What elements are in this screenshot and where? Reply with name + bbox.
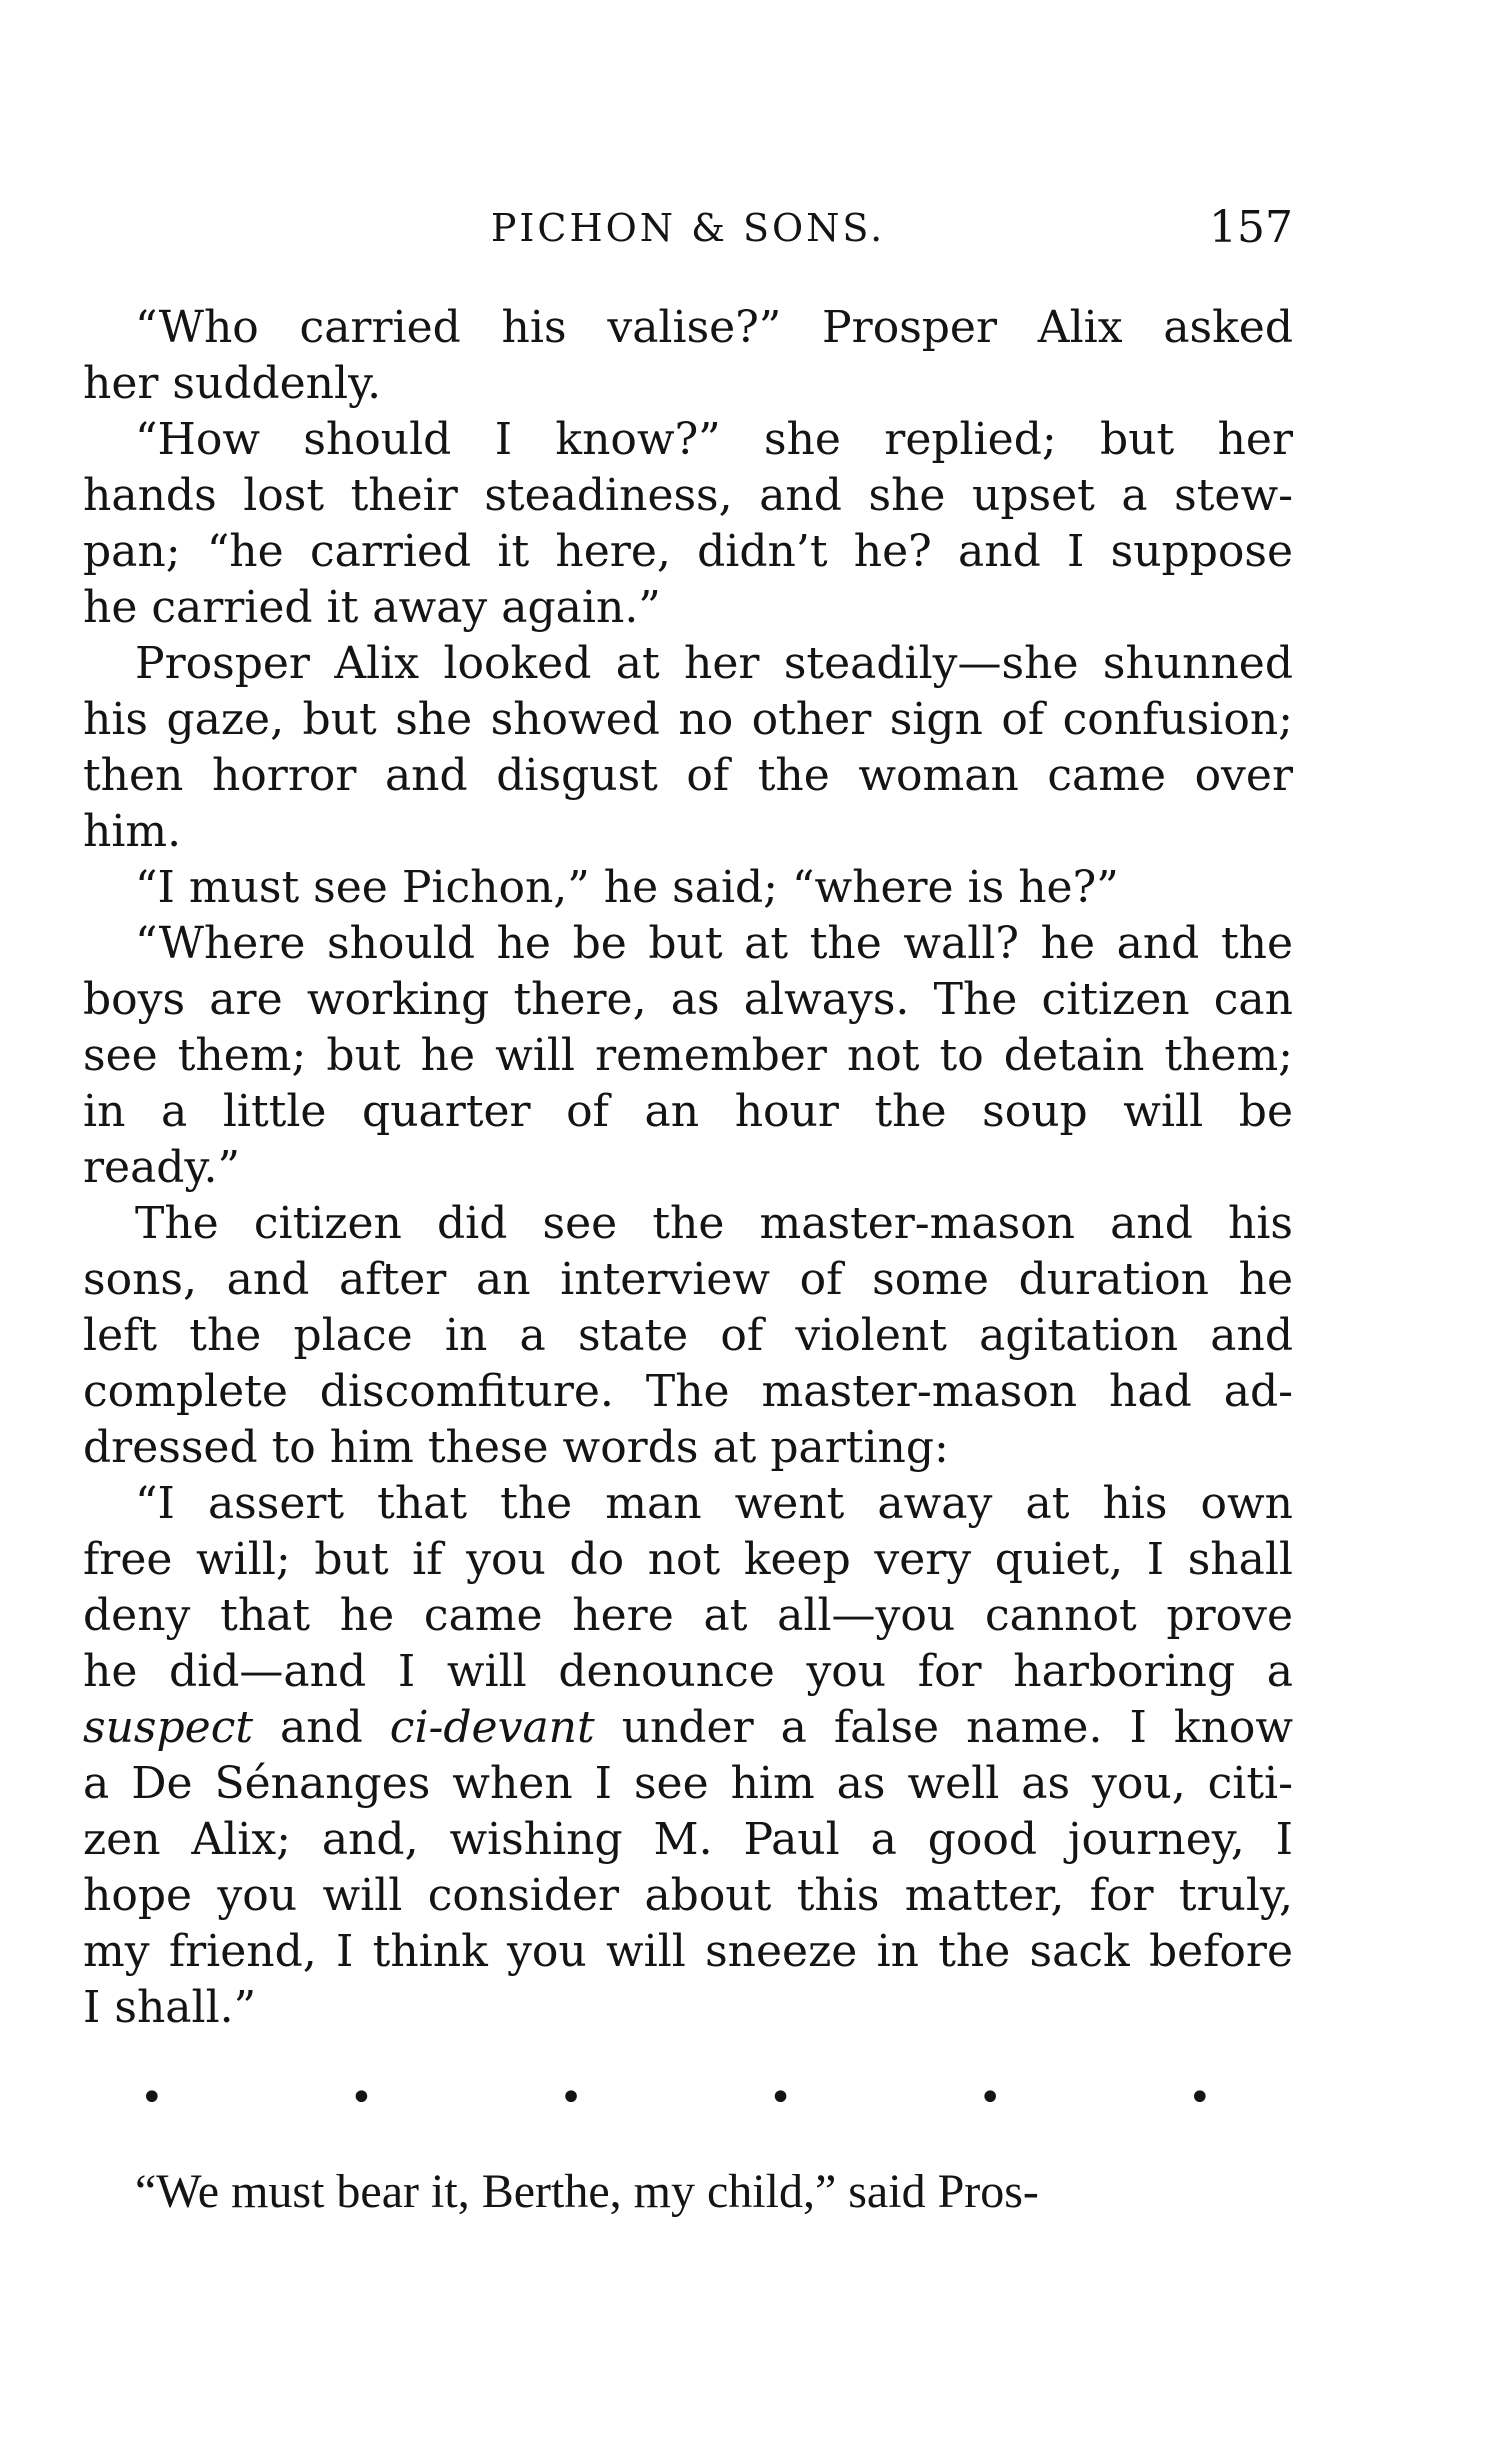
text-line: left the place in a state of violent agitation and bbox=[83, 1310, 1293, 1361]
text-line: hands lost their steadiness, and she upset a stew- bbox=[83, 470, 1293, 521]
page-header bbox=[83, 198, 1293, 258]
text-line-with-italics bbox=[83, 1700, 1293, 1756]
final-line: “We must bear it, Berthe, my child,” said Pros- bbox=[135, 2165, 1039, 2218]
text-line: hope you will consider about this matter, for truly, bbox=[83, 1870, 1293, 1921]
text-line: sons, and after an interview of some duration he bbox=[83, 1254, 1293, 1305]
text-line: complete discomfiture. The master-mason had ad- bbox=[83, 1366, 1293, 1417]
ornament-dot: • bbox=[1187, 2075, 1212, 2121]
text-line: a De Sénanges when I see him as well as you, citi- bbox=[83, 1758, 1293, 1809]
text-line: dressed to him these words at parting: bbox=[83, 1422, 949, 1473]
ornament-dot: • bbox=[978, 2075, 1002, 2121]
text-line: I shall.” bbox=[83, 1982, 257, 2033]
text-line: “Where should he be but at the wall? he and the bbox=[135, 918, 1293, 969]
text-line: “I must see Pichon,” he said; “where is he?” bbox=[135, 862, 1119, 913]
text-line: “Who carried his valise?” Prosper Alix asked bbox=[135, 302, 1293, 353]
text-line: him. bbox=[83, 806, 182, 857]
text-line: her suddenly. bbox=[83, 358, 382, 409]
ornament-dot: • bbox=[140, 2075, 164, 2121]
text-line: “I assert that the man went away at his own bbox=[135, 1478, 1293, 1529]
text-line: in a little quarter of an hour the soup will be bbox=[83, 1086, 1293, 1137]
text-line: his gaze, but she showed no other sign of confusion; bbox=[83, 694, 1293, 745]
ornament-dot: • bbox=[768, 2075, 793, 2121]
text-line: my friend, I think you will sneeze in the sack before bbox=[83, 1926, 1293, 1977]
text-fragment: under a false name. I know bbox=[594, 1702, 1293, 1753]
text-line: “How should I know?” she replied; but her bbox=[135, 414, 1293, 465]
page-number: 157 bbox=[1209, 202, 1293, 253]
ornament-dot: • bbox=[349, 2075, 374, 2121]
text-line: The citizen did see the master-mason and his bbox=[135, 1198, 1293, 1249]
text-line: zen Alix; and, wishing M. Paul a good journey, I bbox=[83, 1814, 1293, 1865]
text-line: he did—and I will denounce you for harboring a bbox=[83, 1646, 1293, 1697]
text-line: pan; “he carried it here, didn’t he? and I suppose bbox=[83, 526, 1293, 577]
text-line: deny that he came here at all—you cannot prove bbox=[83, 1590, 1293, 1641]
section-break-dots bbox=[140, 2075, 1212, 2121]
text-line: free will; but if you do not keep very quiet, I shall bbox=[83, 1534, 1293, 1585]
italic-term-ci-devant: ci-devant bbox=[389, 1702, 595, 1753]
italic-term-suspect: suspect bbox=[83, 1702, 254, 1753]
text-line: then horror and disgust of the woman came over bbox=[83, 750, 1293, 801]
running-head: PICHON & SONS. bbox=[490, 206, 886, 250]
text-fragment: and bbox=[253, 1702, 390, 1753]
text-line: Prosper Alix looked at her steadily—she shunned bbox=[135, 638, 1293, 689]
ornament-dot: • bbox=[559, 2075, 583, 2121]
text-line: ready.” bbox=[83, 1142, 240, 1193]
text-line: see them; but he will remember not to detain them; bbox=[83, 1030, 1293, 1081]
text-line: boys are working there, as always. The citizen can bbox=[83, 974, 1293, 1025]
text-line: he carried it away again.” bbox=[83, 582, 661, 633]
body-text bbox=[83, 300, 1293, 2036]
